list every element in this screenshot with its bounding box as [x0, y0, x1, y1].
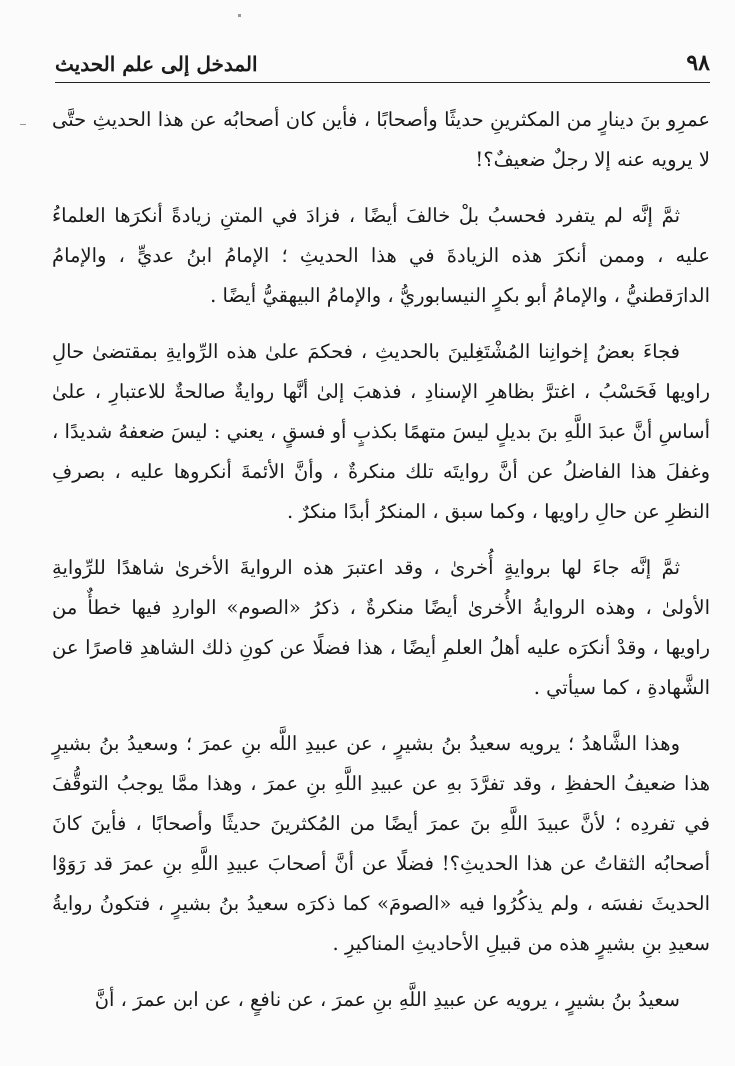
paragraph: وهذا الشَّاهدُ ؛ يرويه سعيدُ بنُ بشيرٍ ، عن عبيدِ اللَّه بنِ عمرَ ؛ وسعيدُ بنُ بشيرٍ هذا ضعيفُ الحفظِ ، وقد تفرَّدَ بهِ عن عبيدِ اللَّهِ بنِ عمرَ ، وهذا ممَّا يوجبُ التوقُّفَ في تفردِه ؛ لأنَّ عبيدَ اللَّهِ بنَ عمرَ أيضًا من المُكثرينَ حديثًا وأصحابًا ، فأينَ كانَ أصحابُه الثقاتُ عن هذا الحديثِ؟! فضلًا عن أنَّ أصحابَ عبيدِ اللَّهِ بنِ عمرَ قد رَوَوْا الحديثَ نفسَه ، ولم يذكُرُوا فيه «الصومَ» كما ذكرَه سعيدُ بنُ بشيرٍ ، فتكونُ روايةُ سعيدِ بنِ بشيرٍ هذه من قبيلِ الأحاديثِ المناكيرِ . [52, 732, 710, 955]
book-title: المدخل إلى علم الحديث [55, 52, 258, 76]
scan-mark-left [20, 124, 26, 125]
paragraph: ثمَّ إنَّه جاءَ لها بروايةٍ أُخرىٰ ، وقد اعتبرَ هذه الروايةَ الأخرىٰ شاهدًا للرِّوايةِ الأولىٰ ، وهذه الروايةُ الأُخرىٰ أيضًا منكرةٌ ، ذكرُ «الصوم» الواردِ فيها خطأٌ من راويها ، وقدْ أنكرَه عليه أهلُ العلمِ أيضًا ، هذا فضلًا عن كونِ ذلك الشاهدِ قاصرًا عن الشَّهادةِ ، كما سيأتي . [52, 556, 710, 699]
page-body [52, 100, 710, 1036]
paragraph: عمرِو بنَ دينارٍ من المكثرينِ حديثًا وأصحابًا ، فأين كان أصحابُه عن هذا الحديثِ حتَّى لا يرويه عنه إلا رجلٌ ضعيفٌ؟! [52, 108, 710, 171]
paragraph: فجاءَ بعضُ إخوانِنا المُشْتَغِلينَ بالحديثِ ، فحكمَ علىٰ هذه الرِّوايةِ بمقتضىٰ حالِ راويها فَحَسْبُ ، اغترَّ بظاهرِ الإسنادِ ، فذهبَ إلىٰ أنَّها روايةٌ صالحةٌ للاعتبارِ ، علىٰ أساسِ أنَّ عبدَ اللَّهِ بنَ بديلٍ ليسَ متهمًا بكذبٍ أو فسقٍ ، يعني : ليسَ ضعفهُ شديدًا ، وغفلَ هذا الفاضلُ عن أنَّ روايتَه تلك منكرةٌ ، وأنَّ الأئمةَ أنكروها عليه ، بصرفِ النظرِ عن حالِ راويها ، وكما سبق ، المنكرُ أبدًا منكرٌ . [52, 340, 710, 523]
paragraph: ثمَّ إنَّه لم يتفرد فحسبُ بلْ خالفَ أيضًا ، فزادَ في المتنِ زيادةً أنكرَها العلماءُ عليه ، وممن أنكرَ هذه الزيادةَ في هذا الحديثِ ؛ الإمامُ ابنُ عديٍّ ، والإمامُ الدارَقطنيُّ ، والإمامُ أبو بكرٍ النيسابوريُّ ، والإمامُ البيهقيُّ أيضًا . [52, 204, 710, 307]
paragraph: سعيدُ بنُ بشيرٍ ، يرويه عن عبيدِ اللَّهِ بنِ عمرَ ، عن نافعٍ ، عن ابن عمرَ ، أنَّ [94, 988, 680, 1011]
scan-mark-top [238, 14, 241, 17]
page-header [55, 38, 710, 83]
page-number: ٩٨ [686, 50, 710, 76]
